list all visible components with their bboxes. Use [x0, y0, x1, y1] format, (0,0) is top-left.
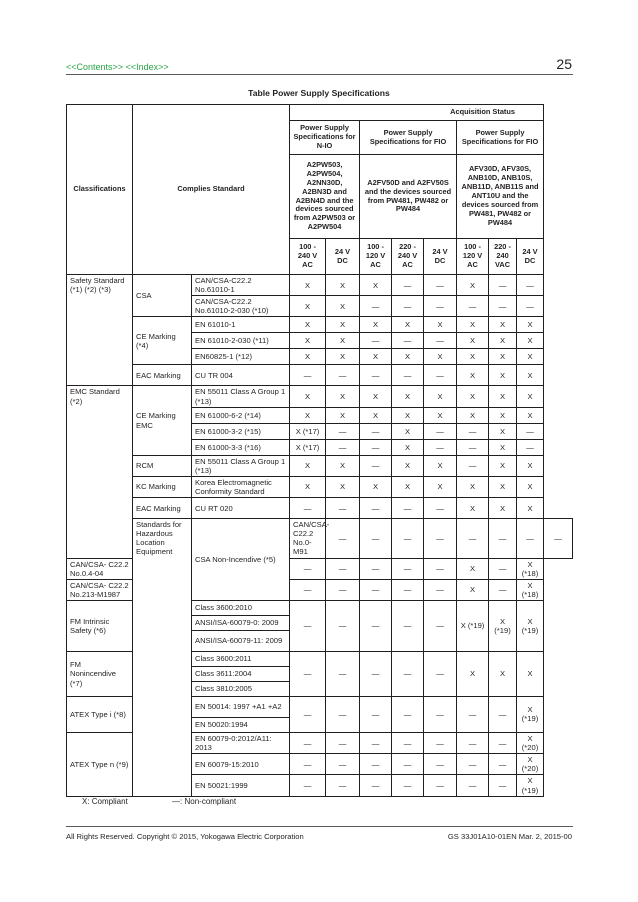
- status-cell: X: [457, 558, 489, 579]
- contents-link[interactable]: <<Contents>>: [66, 62, 124, 72]
- footer-divider: [66, 826, 573, 827]
- status-cell: —: [424, 696, 457, 732]
- status-cell: —: [360, 519, 392, 558]
- status-cell: X: [457, 498, 489, 519]
- subclass-cell: CSA Non-Incendive (*5): [192, 519, 290, 601]
- subclass-cell: FM Intrinsic Safety (*6): [67, 600, 133, 651]
- table-row: [67, 386, 573, 407]
- status-cell: X: [457, 651, 489, 696]
- status-cell: —: [392, 754, 424, 775]
- status-cell: X: [489, 476, 517, 497]
- standard-cell: ANSI/ISA-60079-0: 2009: [192, 615, 290, 630]
- status-cell: —: [392, 775, 424, 796]
- status-cell: —: [489, 754, 517, 775]
- status-cell: —: [424, 365, 457, 386]
- classification-cell: EMC Standard (*2): [67, 386, 133, 558]
- status-cell: X: [489, 651, 517, 696]
- legend: [82, 797, 236, 806]
- standard-cell: EN 55011 Class A Group 1 (*13): [192, 455, 290, 476]
- header-group-nio: Power Supply Specifications for N-IO: [290, 121, 360, 155]
- legend-compliant: X: Compliant: [82, 797, 128, 806]
- table-header: [67, 105, 573, 275]
- table-row: [67, 498, 573, 519]
- status-cell: —: [392, 275, 424, 296]
- header-acquisition-status: Acquisition Status: [290, 105, 544, 121]
- status-cell: —: [457, 696, 489, 732]
- header-voltage: 220 - 240 V AC: [392, 239, 424, 275]
- standard-cell: CAN/CSA- C22.2 No.0.4-04: [67, 558, 133, 579]
- status-cell: X: [457, 365, 489, 386]
- classification-cell: Safety Standard (*1) (*2) (*3): [67, 275, 133, 386]
- status-cell: X: [489, 439, 517, 455]
- status-cell: X: [489, 498, 517, 519]
- status-cell: —: [392, 498, 424, 519]
- status-cell: X: [517, 365, 544, 386]
- status-cell: X: [489, 317, 517, 333]
- status-cell: —: [457, 296, 489, 317]
- standard-cell: EN 61010-1: [192, 317, 290, 333]
- table-row: [67, 519, 573, 558]
- header-voltage: 100 - 240 V AC: [290, 239, 326, 275]
- status-cell: X (*17): [290, 439, 326, 455]
- status-cell: X: [517, 476, 544, 497]
- status-cell: X: [326, 296, 360, 317]
- status-cell: X: [290, 333, 326, 349]
- status-cell: X: [424, 407, 457, 423]
- status-cell: X: [326, 407, 360, 423]
- status-cell: —: [544, 519, 573, 558]
- header-voltage: 24 V DC: [424, 239, 457, 275]
- status-cell: —: [360, 455, 392, 476]
- status-cell: —: [457, 423, 489, 439]
- header-group-fio-a: Power Supply Specifications for FIO: [360, 121, 457, 155]
- table-row: [67, 275, 573, 296]
- status-cell: X: [457, 386, 489, 407]
- status-cell: —: [392, 296, 424, 317]
- standard-cell: ANSI/ISA-60079-11: 2009: [192, 630, 290, 651]
- status-cell: —: [290, 651, 326, 696]
- status-cell: —: [424, 275, 457, 296]
- standard-cell: EN 61010-2-030 (*11): [192, 333, 290, 349]
- status-cell: —: [326, 423, 360, 439]
- standard-cell: Class 3600:2011: [192, 651, 290, 666]
- status-cell: X (*20): [517, 754, 544, 775]
- status-cell: —: [424, 439, 457, 455]
- status-cell: —: [360, 296, 392, 317]
- status-cell: —: [392, 696, 424, 732]
- status-cell: X: [392, 386, 424, 407]
- status-cell: X: [290, 407, 326, 423]
- status-cell: —: [360, 775, 392, 796]
- subclass-cell: FM Nonincendive (*7): [67, 651, 133, 696]
- status-cell: X: [424, 455, 457, 476]
- footer-copyright: All Rights Reserved. Copyright © 2015, Yokogawa Electric Corporation: [66, 832, 304, 841]
- power-supply-spec-table: [66, 104, 573, 797]
- status-cell: X (*20): [517, 732, 544, 753]
- status-cell: X: [392, 455, 424, 476]
- status-cell: —: [360, 696, 392, 732]
- header-voltage: 24 V DC: [517, 239, 544, 275]
- status-cell: —: [326, 732, 360, 753]
- status-cell: —: [360, 558, 392, 579]
- status-cell: X (*19): [517, 775, 544, 796]
- standard-cell: EN 60079-15:2010: [192, 754, 290, 775]
- status-cell: —: [290, 696, 326, 732]
- status-cell: —: [424, 579, 457, 600]
- header-divider: [66, 74, 573, 75]
- standard-cell: EN 55011 Class A Group 1 (*13): [192, 386, 290, 407]
- status-cell: X: [424, 386, 457, 407]
- status-cell: X: [489, 386, 517, 407]
- status-cell: X: [290, 386, 326, 407]
- status-cell: X: [360, 407, 392, 423]
- status-cell: X (*19): [517, 600, 544, 651]
- status-cell: —: [326, 579, 360, 600]
- status-cell: X: [489, 423, 517, 439]
- status-cell: X (*19): [489, 600, 517, 651]
- standard-cell: EN60825-1 (*12): [192, 349, 290, 365]
- status-cell: —: [326, 696, 360, 732]
- status-cell: —: [326, 365, 360, 386]
- status-cell: X: [326, 476, 360, 497]
- standard-cell: EN 61000-6-2 (*14): [192, 407, 290, 423]
- status-cell: —: [360, 498, 392, 519]
- status-cell: —: [326, 651, 360, 696]
- status-cell: —: [517, 439, 544, 455]
- status-cell: —: [392, 579, 424, 600]
- status-cell: X: [489, 349, 517, 365]
- subclass-cell: CSA: [133, 275, 192, 317]
- status-cell: —: [424, 423, 457, 439]
- status-cell: X: [517, 317, 544, 333]
- status-cell: —: [392, 519, 424, 558]
- status-cell: —: [392, 333, 424, 349]
- status-cell: —: [290, 558, 326, 579]
- status-cell: —: [392, 732, 424, 753]
- status-cell: X: [392, 423, 424, 439]
- status-cell: X: [517, 407, 544, 423]
- status-cell: —: [424, 775, 457, 796]
- status-cell: —: [489, 732, 517, 753]
- status-cell: X (*18): [517, 579, 544, 600]
- subclass-cell: ATEX Type n (*9): [67, 732, 133, 796]
- header-devices-fio-a: A2FV50D and A2FV50S and the devices sourced from PW481, PW482 or PW484: [360, 155, 457, 239]
- status-cell: —: [517, 519, 544, 558]
- status-cell: —: [424, 558, 457, 579]
- status-cell: —: [392, 558, 424, 579]
- status-cell: —: [360, 651, 392, 696]
- status-cell: X: [517, 349, 544, 365]
- status-cell: X: [392, 349, 424, 365]
- status-cell: —: [424, 651, 457, 696]
- status-cell: X: [290, 275, 326, 296]
- standard-cell: Class 3611:2004: [192, 666, 290, 681]
- status-cell: X: [489, 407, 517, 423]
- status-cell: X: [517, 498, 544, 519]
- status-cell: —: [290, 498, 326, 519]
- status-cell: —: [326, 600, 360, 651]
- status-cell: X: [392, 317, 424, 333]
- standard-cell: Class 3810:2005: [192, 681, 290, 696]
- status-cell: X: [424, 317, 457, 333]
- status-cell: X: [457, 407, 489, 423]
- standard-cell: CU RT 020: [192, 498, 290, 519]
- status-cell: —: [326, 519, 360, 558]
- status-cell: —: [489, 519, 517, 558]
- status-cell: —: [489, 296, 517, 317]
- status-cell: —: [290, 365, 326, 386]
- index-link[interactable]: <<Index>>: [125, 62, 169, 72]
- status-cell: X: [326, 349, 360, 365]
- status-cell: —: [290, 579, 326, 600]
- status-cell: —: [290, 775, 326, 796]
- status-cell: X: [457, 349, 489, 365]
- table-row: [67, 365, 573, 386]
- status-cell: —: [360, 439, 392, 455]
- header-complies-standard: Complies Standard: [133, 105, 290, 275]
- standard-cell: EN 60079-0:2012/A11: 2013: [192, 732, 290, 753]
- standard-cell: Korea Electromagnetic Conformity Standard: [192, 476, 290, 497]
- status-cell: X: [326, 333, 360, 349]
- classification-cell: Standards for Hazardous Location Equipment: [133, 519, 192, 797]
- status-cell: X (*19): [457, 600, 489, 651]
- status-cell: —: [424, 498, 457, 519]
- status-cell: —: [360, 333, 392, 349]
- status-cell: —: [457, 439, 489, 455]
- status-cell: X: [517, 455, 544, 476]
- standard-cell: CAN/CSA- C22.2 No.0-M91: [290, 519, 326, 558]
- status-cell: X: [489, 333, 517, 349]
- status-cell: —: [290, 754, 326, 775]
- status-cell: —: [517, 296, 544, 317]
- status-cell: —: [517, 275, 544, 296]
- table-title: Table Power Supply Specifications: [248, 88, 390, 98]
- status-cell: X: [360, 476, 392, 497]
- subclass-cell: CE Marking EMC: [133, 386, 192, 455]
- subclass-cell: CE Marking (*4): [133, 317, 192, 365]
- status-cell: —: [424, 600, 457, 651]
- status-cell: X: [424, 476, 457, 497]
- status-cell: —: [360, 579, 392, 600]
- status-cell: X: [360, 349, 392, 365]
- table-body: [67, 275, 573, 797]
- status-cell: —: [290, 600, 326, 651]
- status-cell: —: [326, 558, 360, 579]
- status-cell: X: [290, 455, 326, 476]
- status-cell: X: [326, 275, 360, 296]
- status-cell: —: [326, 775, 360, 796]
- status-cell: —: [360, 754, 392, 775]
- table-row: [67, 317, 573, 333]
- status-cell: X: [290, 476, 326, 497]
- subclass-cell: RCM: [133, 455, 192, 476]
- status-cell: X: [457, 317, 489, 333]
- status-cell: X: [489, 365, 517, 386]
- status-cell: X: [517, 386, 544, 407]
- status-cell: —: [326, 754, 360, 775]
- standard-cell: Class 3600:2010: [192, 600, 290, 615]
- status-cell: X (*19): [517, 696, 544, 732]
- status-cell: —: [290, 732, 326, 753]
- status-cell: —: [424, 333, 457, 349]
- standard-cell: CAN/CSA- C22.2 No.213-M1987: [67, 579, 133, 600]
- header-voltage: 220 - 240 VAC: [489, 239, 517, 275]
- header-voltage: 100 - 120 V AC: [457, 239, 489, 275]
- status-cell: —: [424, 754, 457, 775]
- header-voltage: 100 - 120 V AC: [360, 239, 392, 275]
- status-cell: —: [360, 423, 392, 439]
- table-row: [67, 476, 573, 497]
- status-cell: —: [392, 651, 424, 696]
- status-cell: —: [392, 600, 424, 651]
- subclass-cell: EAC Marking: [133, 365, 192, 386]
- status-cell: X (*17): [290, 423, 326, 439]
- status-cell: X: [457, 476, 489, 497]
- status-cell: —: [457, 775, 489, 796]
- status-cell: X: [326, 317, 360, 333]
- status-cell: X: [392, 439, 424, 455]
- status-cell: —: [489, 696, 517, 732]
- status-cell: X: [392, 407, 424, 423]
- table-row: [67, 455, 573, 476]
- status-cell: X: [424, 349, 457, 365]
- page-number: 25: [556, 56, 572, 72]
- status-cell: —: [457, 455, 489, 476]
- status-cell: —: [326, 439, 360, 455]
- header-nav-links: [66, 62, 169, 72]
- status-cell: —: [517, 423, 544, 439]
- status-cell: X: [360, 275, 392, 296]
- status-cell: X: [457, 275, 489, 296]
- status-cell: —: [457, 754, 489, 775]
- status-cell: —: [489, 275, 517, 296]
- status-cell: —: [392, 365, 424, 386]
- standard-cell: CU TR 004: [192, 365, 290, 386]
- status-cell: —: [326, 498, 360, 519]
- status-cell: —: [424, 732, 457, 753]
- status-cell: —: [360, 365, 392, 386]
- status-cell: X: [360, 386, 392, 407]
- status-cell: X: [326, 386, 360, 407]
- status-cell: X: [326, 455, 360, 476]
- standard-cell: EN 50014: 1997 +A1 +A2: [192, 696, 290, 717]
- status-cell: X: [290, 296, 326, 317]
- status-cell: —: [360, 600, 392, 651]
- status-cell: X: [290, 317, 326, 333]
- header-group-fio-b: Power Supply Specifications for FIO: [457, 121, 544, 155]
- status-cell: —: [360, 732, 392, 753]
- header-devices-nio: A2PW503, A2PW504, A2NN30D, A2BN3D and A2BN4D and the devices sourced from A2PW503 or A2PW504: [290, 155, 360, 239]
- header-voltage: 24 V DC: [326, 239, 360, 275]
- subclass-cell: ATEX Type i (*8): [67, 696, 133, 732]
- standard-cell: EN 61000-3-3 (*16): [192, 439, 290, 455]
- status-cell: —: [457, 519, 489, 558]
- standard-cell: EN 50021:1999: [192, 775, 290, 796]
- status-cell: —: [424, 519, 457, 558]
- status-cell: X: [360, 317, 392, 333]
- legend-noncompliant: —: Non-compliant: [172, 797, 237, 806]
- status-cell: —: [489, 579, 517, 600]
- header-devices-fio-b: AFV30D, AFV30S, ANB10D, ANB10S, ANB11D, ANB11S and ANT10U and the devices sourced from PW481, PW482 or PW484: [457, 155, 544, 239]
- header-classifications: Classifications: [67, 105, 133, 275]
- standard-cell: CAN/CSA-C22.2 No.61010-2-030 (*10): [192, 296, 290, 317]
- standard-cell: EN 61000-3-2 (*15): [192, 423, 290, 439]
- status-cell: X (*18): [517, 558, 544, 579]
- status-cell: —: [424, 296, 457, 317]
- standard-cell: CAN/CSA-C22.2 No.61010-1: [192, 275, 290, 296]
- subclass-cell: KC Marking: [133, 476, 192, 497]
- status-cell: —: [489, 775, 517, 796]
- status-cell: X: [290, 349, 326, 365]
- standard-cell: EN 50020:1994: [192, 717, 290, 732]
- status-cell: X: [392, 476, 424, 497]
- status-cell: X: [517, 333, 544, 349]
- status-cell: —: [457, 732, 489, 753]
- footer-doc-id: GS 33J01A10-01EN Mar. 2, 2015-00: [447, 832, 572, 841]
- status-cell: X: [489, 455, 517, 476]
- status-cell: —: [489, 558, 517, 579]
- status-cell: X: [457, 333, 489, 349]
- subclass-cell: EAC Marking: [133, 498, 192, 519]
- status-cell: X: [457, 579, 489, 600]
- status-cell: X: [517, 651, 544, 696]
